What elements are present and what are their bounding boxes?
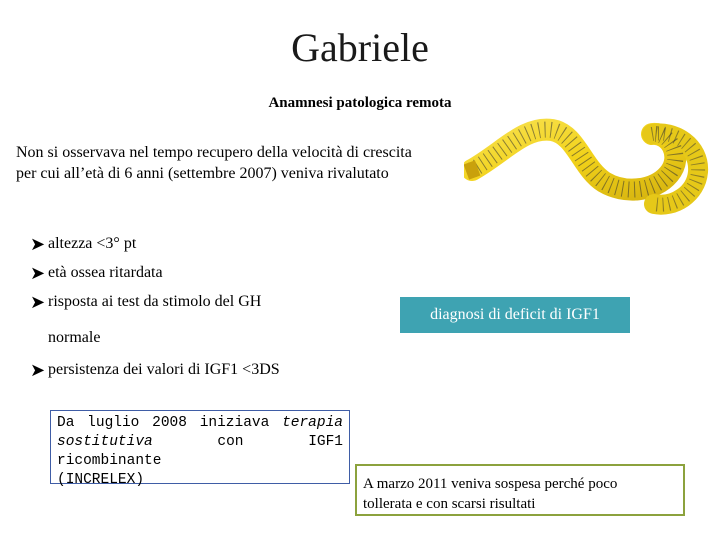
- intro-paragraph: [16, 142, 466, 184]
- slide-title: Gabriele: [291, 25, 429, 70]
- list-item: [30, 234, 450, 263]
- diagnosis-box: diagnosi di deficit di IGF1: [400, 297, 630, 333]
- arrow-bullet-icon: ➤: [30, 234, 46, 254]
- bullet-text: età ossea ritardata: [48, 264, 163, 281]
- bullet-text: risposta ai test da stimolo del GH: [48, 293, 262, 310]
- therapy-text-1: Da luglio 2008 iniziava: [57, 415, 270, 431]
- therapy-text-2: terapia: [282, 415, 343, 431]
- section-subtitle: Anamnesi patologica remota: [268, 95, 452, 111]
- findings-list: [30, 234, 450, 389]
- bullet-continuation: normale: [48, 329, 101, 346]
- list-item: [30, 360, 450, 389]
- arrow-bullet-icon: ➤: [30, 263, 46, 283]
- therapy-box: [50, 410, 350, 488]
- outcome-box: [355, 464, 685, 516]
- tape-measure-image: [464, 112, 710, 216]
- therapy-text-5: (INCRELEX): [57, 472, 145, 488]
- list-item: [30, 292, 450, 360]
- outcome-line-1: A marzo 2011 veniva sospesa perché poco: [363, 476, 618, 492]
- intro-line-2: per cui all’età di 6 anni (settembre 2007) veniva rivalutato: [16, 165, 389, 182]
- intro-line-1: Non si osservava nel tempo recupero della velocità di crescita: [16, 144, 412, 161]
- arrow-bullet-icon: ➤: [30, 360, 46, 380]
- bullet-text: persistenza dei valori di IGF1 <3DS: [48, 361, 280, 378]
- therapy-text-4: con IGF1 ricombinante: [57, 434, 343, 469]
- therapy-text-3: sostitutiva: [57, 434, 153, 450]
- arrow-bullet-icon: ➤: [30, 292, 46, 312]
- outcome-line-2: tollerata e con scarsi risultati: [363, 496, 536, 512]
- list-item: [30, 263, 450, 292]
- bullet-text: altezza <3° pt: [48, 235, 137, 252]
